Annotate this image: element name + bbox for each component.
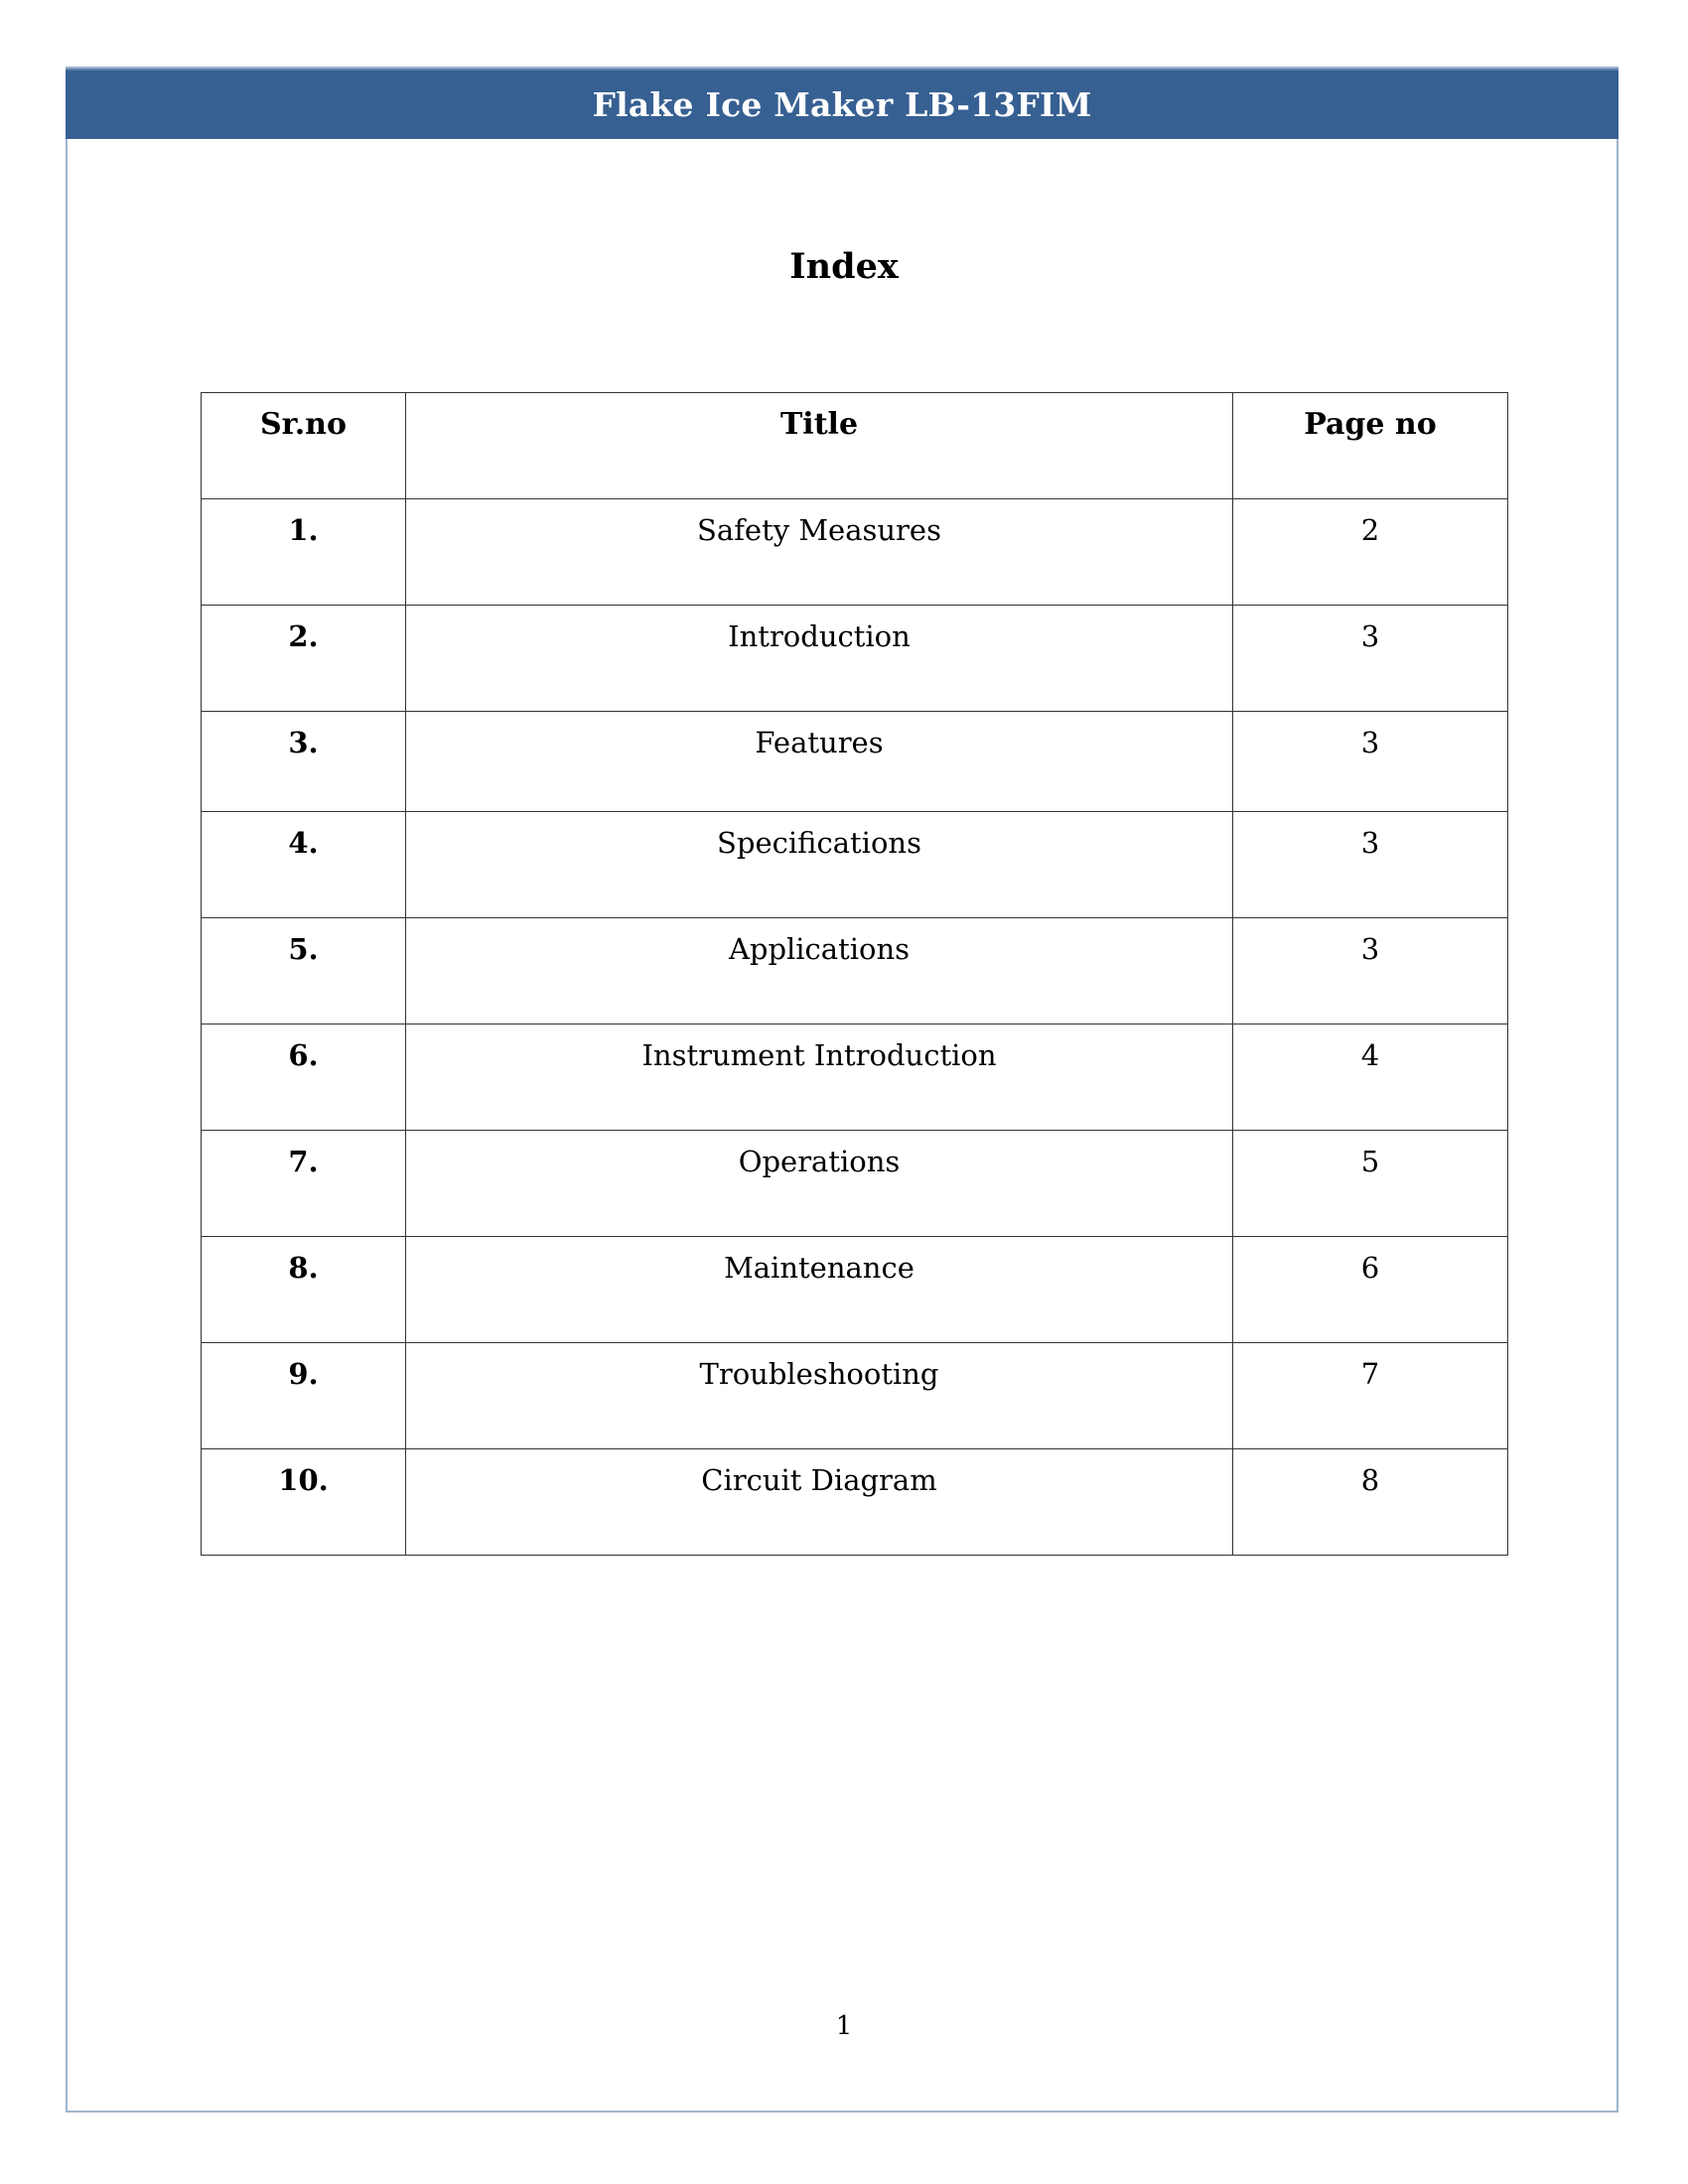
cell-title: Safety Measures xyxy=(406,499,1233,606)
cell-page-no: 5 xyxy=(1233,1131,1508,1237)
cell-sr-no: 10. xyxy=(202,1449,406,1556)
cell-page-no: 6 xyxy=(1233,1237,1508,1343)
column-header-sr-no: Sr.no xyxy=(202,393,406,499)
cell-title: Troubleshooting xyxy=(406,1343,1233,1449)
cell-page-no: 3 xyxy=(1233,812,1508,918)
cell-title: Operations xyxy=(406,1131,1233,1237)
table-row xyxy=(202,1449,1508,1556)
column-header-page-no: Page no xyxy=(1233,393,1508,499)
page-title: Index xyxy=(789,246,899,287)
table-header-row xyxy=(202,393,1508,499)
cell-page-no: 3 xyxy=(1233,712,1508,812)
table-row xyxy=(202,1237,1508,1343)
cell-title: Features xyxy=(406,712,1233,812)
cell-sr-no: 8. xyxy=(202,1237,406,1343)
table-row xyxy=(202,606,1508,712)
cell-page-no: 3 xyxy=(1233,918,1508,1024)
cell-page-no: 3 xyxy=(1233,606,1508,712)
table-row xyxy=(202,918,1508,1024)
cell-title: Specifications xyxy=(406,812,1233,918)
cell-page-no: 7 xyxy=(1233,1343,1508,1449)
table-row xyxy=(202,712,1508,812)
cell-sr-no: 5. xyxy=(202,918,406,1024)
cell-sr-no: 1. xyxy=(202,499,406,606)
cell-title: Instrument Introduction xyxy=(406,1024,1233,1131)
table-row xyxy=(202,499,1508,606)
page-number: 1 xyxy=(835,2011,853,2041)
table-row xyxy=(202,812,1508,918)
cell-title: Applications xyxy=(406,918,1233,1024)
cell-sr-no: 6. xyxy=(202,1024,406,1131)
cell-sr-no: 3. xyxy=(202,712,406,812)
header-bar xyxy=(66,68,1618,139)
cell-title: Circuit Diagram xyxy=(406,1449,1233,1556)
table-row xyxy=(202,1343,1508,1449)
cell-sr-no: 2. xyxy=(202,606,406,712)
cell-sr-no: 4. xyxy=(202,812,406,918)
cell-sr-no: 9. xyxy=(202,1343,406,1449)
cell-title: Introduction xyxy=(406,606,1233,712)
cell-page-no: 8 xyxy=(1233,1449,1508,1556)
cell-page-no: 4 xyxy=(1233,1024,1508,1131)
table-row xyxy=(202,1024,1508,1131)
table-row xyxy=(202,1131,1508,1237)
cell-title: Maintenance xyxy=(406,1237,1233,1343)
column-header-title: Title xyxy=(406,393,1233,499)
header-title: Flake Ice Maker LB-13FIM xyxy=(592,85,1092,124)
index-table xyxy=(201,392,1508,1556)
cell-page-no: 2 xyxy=(1233,499,1508,606)
cell-sr-no: 7. xyxy=(202,1131,406,1237)
